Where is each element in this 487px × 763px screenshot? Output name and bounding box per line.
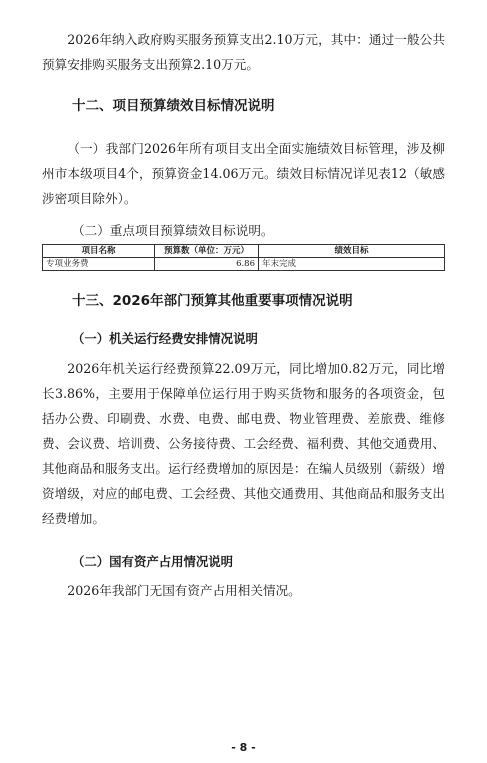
- column-header-budget: 预算数（单位：万元）: [155, 245, 259, 258]
- column-header-project-name: 项目名称: [43, 245, 155, 258]
- table-header-row: [43, 245, 445, 258]
- cell-project-name: 专项业务费: [43, 258, 155, 271]
- section-12-item-2: （二）重点项目预算绩效目标说明。: [72, 223, 274, 238]
- section-13-sub-2-heading: （二）国有资产占用情况说明: [72, 554, 234, 569]
- section-12-heading: 十二、项目预算绩效目标情况说明: [72, 98, 275, 114]
- section-13-sub-2-paragraph: 2026年我部门无国有资产占用相关情况。: [67, 583, 301, 598]
- cell-budget: 6.86: [155, 258, 259, 271]
- section-12-item-1: （一）我部门2026年所有项目支出全面实施绩效目标管理，涉及柳州市本级项目4个，预算资金14.06万元。绩效目标情况详见表12（敏感涉密项目除外）。: [42, 141, 445, 206]
- performance-target-table: [42, 244, 445, 271]
- column-header-performance-target: 绩效目标: [259, 245, 445, 258]
- table-row: [43, 258, 445, 271]
- section-13-sub-1-paragraph: 2026年机关运行经费预算22.09万元，同比增加0.82万元，同比增长3.86%，主要用于保障单位运行用于购买货物和服务的各项资金，包括办公费、印刷费、水费、电费、邮电费、物业管理费、差旅费、维修费、会议费、培训费、公务接待费、工会经费、福利费、其他交通费用、其他商品和服务支出。运行经费增加的原因是：在编人员级别（薪级）增资增级，对应的邮电费、工会经费、其他交通费用、其他商品和服务支出经费增加。: [42, 361, 445, 526]
- section-13-heading: 十三、2026年部门预算其他重要事项情况说明: [72, 293, 353, 309]
- cell-performance-target: 年末完成: [259, 258, 445, 271]
- intro-paragraph: 2026年纳入政府购买服务预算支出2.10万元，其中：通过一般公共预算安排购买服务支出预算2.10万元。: [42, 32, 445, 72]
- section-13-sub-1-heading: （一）机关运行经费安排情况说明: [72, 331, 258, 346]
- page-number: - 8 -: [231, 741, 256, 754]
